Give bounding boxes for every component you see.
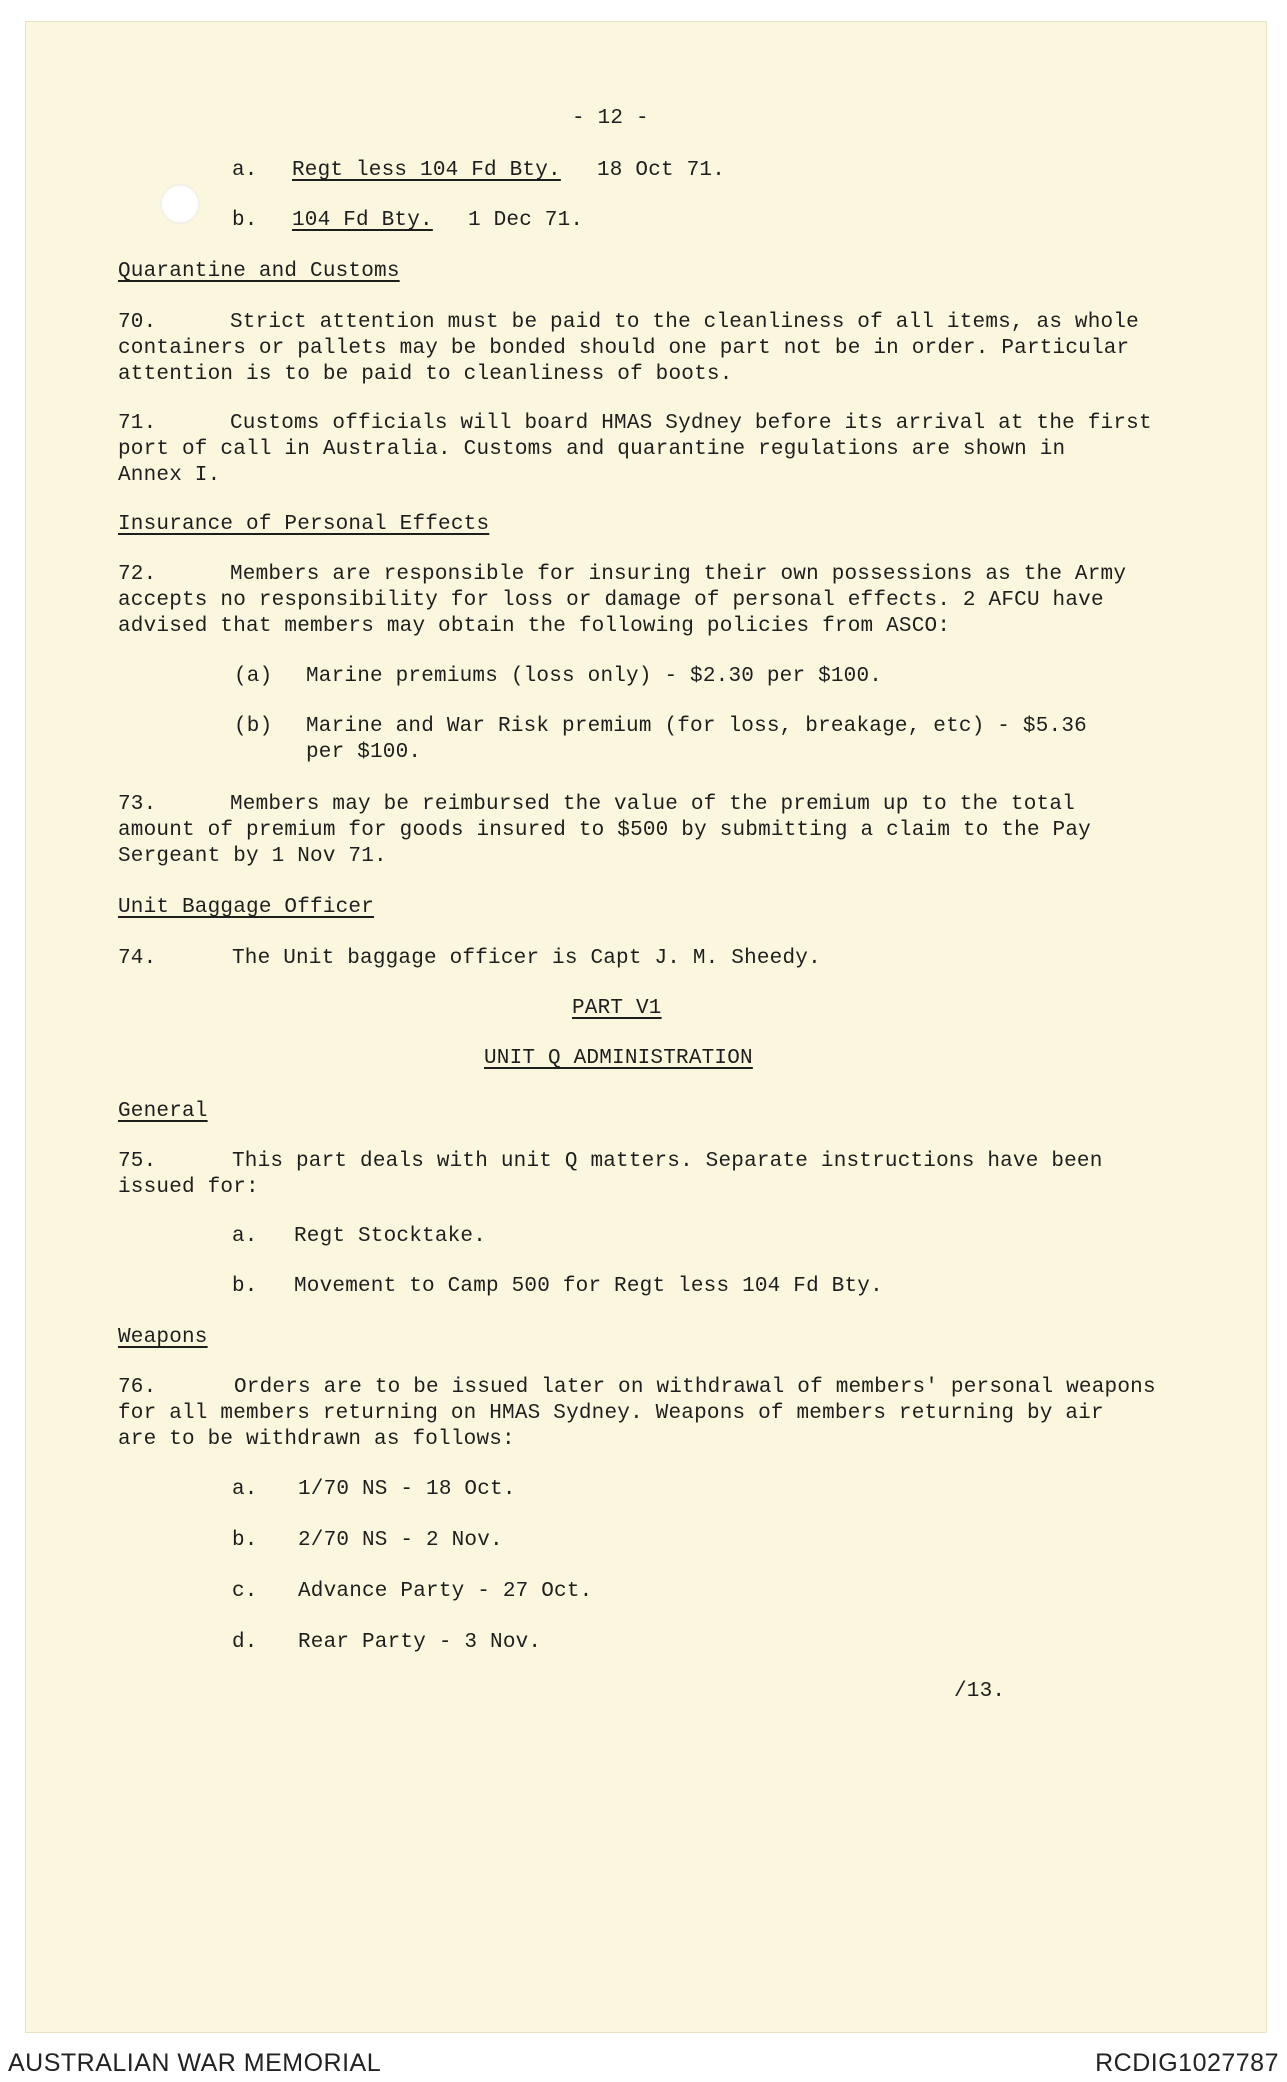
list-marker: a. bbox=[232, 159, 258, 182]
paragraph-line: Orders are to be issued later on withdrawal of members' personal weapons bbox=[234, 1376, 1156, 1399]
part-heading: PART V1 bbox=[572, 997, 662, 1020]
list-item-text: Rear Party - 3 Nov. bbox=[298, 1631, 542, 1654]
section-heading-unit-q: UNIT Q ADMINISTRATION bbox=[484, 1047, 753, 1070]
paragraph-line: for all members returning on HMAS Sydney. Weapons of members returning by air bbox=[118, 1402, 1104, 1425]
section-heading-quarantine: Quarantine and Customs bbox=[118, 260, 400, 283]
section-heading-baggage: Unit Baggage Officer bbox=[118, 896, 375, 919]
section-heading-insurance: Insurance of Personal Effects bbox=[118, 513, 490, 536]
list-marker: d. bbox=[232, 1631, 258, 1654]
section-heading-general: General bbox=[118, 1100, 208, 1123]
paragraph-line: attention is to be paid to cleanliness of boots. bbox=[118, 363, 733, 386]
paragraph-number: 71. bbox=[118, 412, 157, 435]
list-item-text: per $100. bbox=[306, 741, 422, 764]
section-heading-weapons: Weapons bbox=[118, 1326, 208, 1349]
paragraph-line: accepts no responsibility for loss or damage of personal effects. 2 AFCU have bbox=[118, 589, 1104, 612]
paragraph-line: Members are responsible for insuring their own possessions as the Army bbox=[230, 563, 1127, 586]
list-marker: (b) bbox=[234, 715, 273, 738]
paragraph-line: port of call in Australia. Customs and quarantine regulations are shown in bbox=[118, 438, 1066, 461]
paragraph-line: amount of premium for goods insured to $500 by submitting a claim to the Pay bbox=[118, 819, 1091, 842]
list-item-text: 104 Fd Bty. bbox=[292, 209, 433, 232]
list-marker: c. bbox=[232, 1580, 258, 1603]
paragraph-line: Customs officials will board HMAS Sydney before its arrival at the first bbox=[230, 412, 1152, 435]
list-marker: a. bbox=[232, 1478, 258, 1501]
paragraph-line: Sergeant by 1 Nov 71. bbox=[118, 845, 387, 868]
footer-record-id: RCDIG1027787 bbox=[1095, 2049, 1279, 2077]
list-marker: (a) bbox=[234, 665, 273, 688]
paragraph-line: containers or pallets may be bonded should one part not be in order. Particular bbox=[118, 337, 1130, 360]
paragraph-number: 73. bbox=[118, 793, 157, 816]
list-item-text: Movement to Camp 500 for Regt less 104 Fd Bty. bbox=[294, 1275, 883, 1298]
paragraph-number: 75. bbox=[118, 1150, 157, 1173]
paragraph-number: 70. bbox=[118, 311, 157, 334]
paragraph-line: Strict attention must be paid to the cleanliness of all items, as whole bbox=[230, 311, 1139, 334]
list-item-text: Marine premiums (loss only) - $2.30 per $100. bbox=[306, 665, 883, 688]
punch-hole bbox=[160, 184, 200, 224]
list-item-text: 2/70 NS - 2 Nov. bbox=[298, 1529, 503, 1552]
paragraph-number: 72. bbox=[118, 563, 157, 586]
paragraph-line: issued for: bbox=[118, 1176, 259, 1199]
list-marker: a. bbox=[232, 1225, 258, 1248]
list-item-text: Regt Stocktake. bbox=[294, 1225, 487, 1248]
list-marker: b. bbox=[232, 1529, 258, 1552]
list-item-date: 18 Oct 71. bbox=[597, 159, 726, 182]
page-number: - 12 - bbox=[572, 107, 649, 130]
paragraph-line: Annex I. bbox=[118, 464, 221, 487]
paragraph-line: advised that members may obtain the following policies from ASCO: bbox=[118, 615, 951, 638]
list-marker: b. bbox=[232, 1275, 258, 1298]
paragraph-line: Members may be reimbursed the value of the premium up to the total bbox=[230, 793, 1075, 816]
list-item-text: Marine and War Risk premium (for loss, breakage, etc) - $5.36 bbox=[306, 715, 1087, 738]
footer-institution: AUSTRALIAN WAR MEMORIAL bbox=[8, 2049, 382, 2077]
list-marker: b. bbox=[232, 209, 258, 232]
paragraph-number: 74. bbox=[118, 947, 157, 970]
paragraph-line: are to be withdrawn as follows: bbox=[118, 1428, 515, 1451]
next-page-marker: /13. bbox=[954, 1680, 1006, 1703]
paragraph-number: 76. bbox=[118, 1376, 157, 1399]
paragraph-line: The Unit baggage officer is Capt J. M. Sheedy. bbox=[232, 947, 821, 970]
paragraph-line: This part deals with unit Q matters. Separate instructions have been bbox=[232, 1150, 1103, 1173]
list-item-text: Regt less 104 Fd Bty. bbox=[292, 159, 561, 182]
list-item-date: 1 Dec 71. bbox=[468, 209, 584, 232]
list-item-text: Advance Party - 27 Oct. bbox=[298, 1580, 593, 1603]
list-item-text: 1/70 NS - 18 Oct. bbox=[298, 1478, 516, 1501]
